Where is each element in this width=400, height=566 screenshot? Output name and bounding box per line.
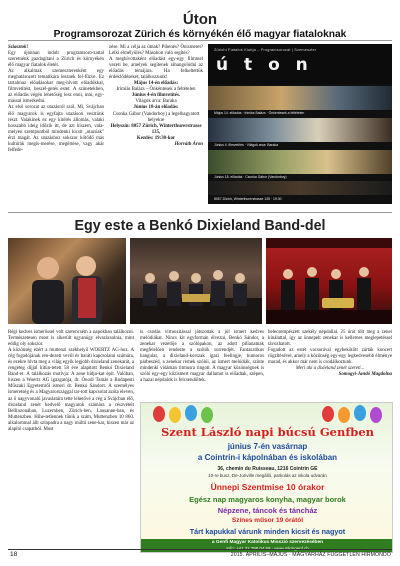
- ad-location: a Cointrin-i kápolnában és iskolában: [197, 453, 338, 462]
- photo-guests-figures: [8, 238, 126, 324]
- start-time: Kezdés: 19:30-kor: [136, 135, 176, 141]
- event-desc: Irimiás Balázs – Önkéntesek a feltételen: [116, 87, 196, 93]
- photo-band-stage: [266, 238, 392, 324]
- ad-dance: Népzene, táncok és táncház: [217, 506, 318, 515]
- author: Horváth Áron: [174, 141, 203, 147]
- ad-organizer: a Genfi Magyar Katolikus Misszió szervezésében: [211, 540, 324, 545]
- paragraph: Az első sorozat az utazásról szól. Mi, Svájcban élő magyarok is egyfajta utazáson vesztünk részt. Valakinek ez egy kitérés állomás, valaki hosszabb ideig időzik itt, de azt hiszem, vala-melyen szempontból mindenki kicsit „utazóak" érzi magát. Az utazáshoz sokszor kötődő más kultúrák megis-merése, megértése, vagy akár felfede-: [8, 105, 104, 153]
- article-title-uton: Úton: [182, 11, 218, 28]
- poster-logo: ú t o n: [216, 55, 313, 75]
- article2-column-3: [268, 330, 392, 378]
- poster-photo: [208, 150, 392, 174]
- article1-column-2: [109, 45, 203, 148]
- closing-line: Meri aki a dixieland zenét szereti...: [295, 366, 365, 372]
- event-poster: [208, 44, 392, 204]
- paragraph: helecsempészett szekély népdallal. 25 órát tölt meg a zenei kínálattal, így az ünnepelt zenekar is kellemes meglepetéssel távozhatott.: [268, 330, 392, 348]
- poster-caption: Május 14. előadás · Irimiás Balázs · Önkéntesek a feltételen: [214, 111, 305, 115]
- poster-photo: [208, 118, 392, 142]
- poster-caption: 8057 Zürich, Winterthurerstrasse 135 · 19:30: [214, 197, 282, 201]
- paragraph: Régi kedves ismerőssel volt szerencsém a napokban találkozni. Természetesen most is sikerült ugyanúgy elvarázsolnia, mint eddig oly sokszor.: [8, 330, 134, 348]
- ad-headline: Szent László napi búcsú Genfben: [160, 425, 375, 439]
- paragraph: Egy újonnan indult programsoro-zattal szeretnénk gazdagítani a Zürich és környékén élő magyar fiatalok életét.: [8, 51, 104, 69]
- greeting: Sziasztok!: [8, 45, 29, 50]
- ad-food: Egész nap magyaros konyha, magyar borok: [189, 495, 346, 504]
- event-desc: Világok arca: Baraka: [135, 99, 177, 105]
- paragraph: A meghívottaként előadást egy-egy filmmel vezeti be, amelyek segítenek ráhangolódni az előadás témájára. Ha felkeltettük érdeklődéseket, találkozzunk!: [109, 57, 203, 81]
- event-desc: Csonka Gábor (Vandorboy) a legelhagyatott helyekre: [112, 111, 200, 123]
- photo-band-figures: [130, 238, 262, 324]
- ad-program: Színes műsor 19 órától: [231, 517, 304, 524]
- ad-transport: 10-re busz, De-Jonville megálló, parkolás az iskola udvarán: [208, 473, 327, 478]
- poster-brand: Zürichi Fiatalok Klubja – Programsorozat | Szemeszter: [214, 48, 317, 52]
- ad-mass: Ünnepi Szentmise 10 órakor: [210, 482, 325, 492]
- paragraph: A közönség ezért a muttenzi székhelyű WOERTZ AG-hoz. A cég fogadójának ren-dezett vevői és baráti kapcsolatai számára, és ezekre hívta meg a világ egyik legjobb dixieland zenekarát, a rengeteg díjjal kitün-tetett 58 éve alapított Benkó Dixieland Band-et. A találkozás motívja: A zene hídja-kat épít. Valóban, hiszen a Woertz AG igazgatója, dr. Ónodi Tamás a Budapesti Műszaki Egyetemről ismeri dr. Benkó Sándort. A személyes ismeretség és a Magyarországgal tar-tott kapcsolat azóta eleven, az ő nagyvonalú javaslatára tette lehetővé a cég a Svájcban élő, dixieland zenét kedvelő magyarok számára a részvételt Bellinzonában, Luzernben, Zürich-ben, Lausanne-ban, és Muttenzben. Hihe-tetlennek tűnik a szám, Muttenzben 10 860. alkalommal állt színpadra a nagy múltú zene-kar, hiszen már az alapító csapatból. Most: [8, 348, 134, 432]
- poster-photo: [208, 181, 392, 195]
- event-date: Május 14-én előadás:: [133, 81, 179, 87]
- article2-column-1: [8, 330, 134, 433]
- event-date: Június 18-án előadás:: [133, 105, 179, 111]
- ad-welcome: Tárt kapukkal várunk minden kicsit és nagyot: [189, 527, 346, 536]
- poster-caption: Június 18. előadás · Csonka Gábor (Vandorboy): [214, 175, 287, 179]
- footer-masthead: 2015. ÁPRILIS–MÁJUS · MAGYARHÁZ FÜGGETLEN HÍRMONDÓ: [230, 552, 391, 558]
- paragraph: Fogadott az estét vacsorával egybekötött zárták koncert rögzítésével, amely a közönség egy-egy legkedvesebb élménye marad, és akkor már nem is csodálkoztunk.: [268, 348, 392, 366]
- poster-photo: [208, 86, 392, 110]
- article1-column-1: [8, 45, 104, 154]
- poster-caption: Június 4. filmvetítés · Világok arca: Baraka: [214, 143, 279, 147]
- ad-footer-band: [141, 539, 393, 553]
- paragraph: is csodás virtuozitással játszottak a jól ismert kedves melódiákat. Nincs kit egyformán élvezni, Benkó Sándor, a zenekar vezetője a szólópakon, az adott pillanatnak megfelelően rendezte a szólók sorrendjét. Fantasztikus hangulat, a dixieland-korszak igazi feelingje, humoros párbeszéd, a zenekar remek szólói, az ismert melódiák, szinte mindenki vidáman ritmusra ringott. A magyar közönségnek is szóló egy-egy közismert magyar dallamot is előadtak, szépen, a hazai népdalok is felcsendültek.: [140, 330, 264, 384]
- advertisement-szent-laszlo: [140, 402, 393, 553]
- photo-guests: [8, 238, 126, 324]
- article2-column-2: [140, 330, 264, 384]
- author: Somogyi-Jandó Magdolna: [338, 372, 392, 378]
- ad-address: 36, chemin du Ruisseau, 1216 Cointrin GE: [217, 466, 318, 472]
- photo-band-wide: [130, 238, 262, 324]
- article-title-benko: Egy este a Benkó Dixieland Band-del: [74, 218, 326, 234]
- venue: Helyszín: 8057 Zürich, Winterthurerstrasse 135,: [110, 123, 202, 135]
- footer-rule: [8, 549, 392, 550]
- event-date: Június 4-én filmvetítés.: [131, 93, 181, 99]
- paragraph: Az alkalmak szemeszterenként egy meghatározott tematikára lesznek fel-fűzve. Ez tartalmaz előadásokat meg-hívott előadókkal, filmvetítést, beszél-getés estet. A szünetekben, az előadás végén lehetőség lesz enni, inni, egy-mással ismerkedni.: [8, 69, 104, 105]
- paragraph: zése. Mi a célja az útnak? Pihenés? Önismeret? Lelki élmélyülés? Másokon való segítés?: [109, 45, 203, 57]
- divider: [8, 40, 392, 41]
- ad-date: június 7-én vasárnap: [227, 442, 308, 451]
- article-subtitle: Programsorozat Zürich és környékén élő magyar fiataloknak: [53, 29, 347, 40]
- divider: [8, 212, 392, 213]
- photo-stage-figures: [266, 238, 392, 324]
- page-number: 18: [10, 551, 18, 558]
